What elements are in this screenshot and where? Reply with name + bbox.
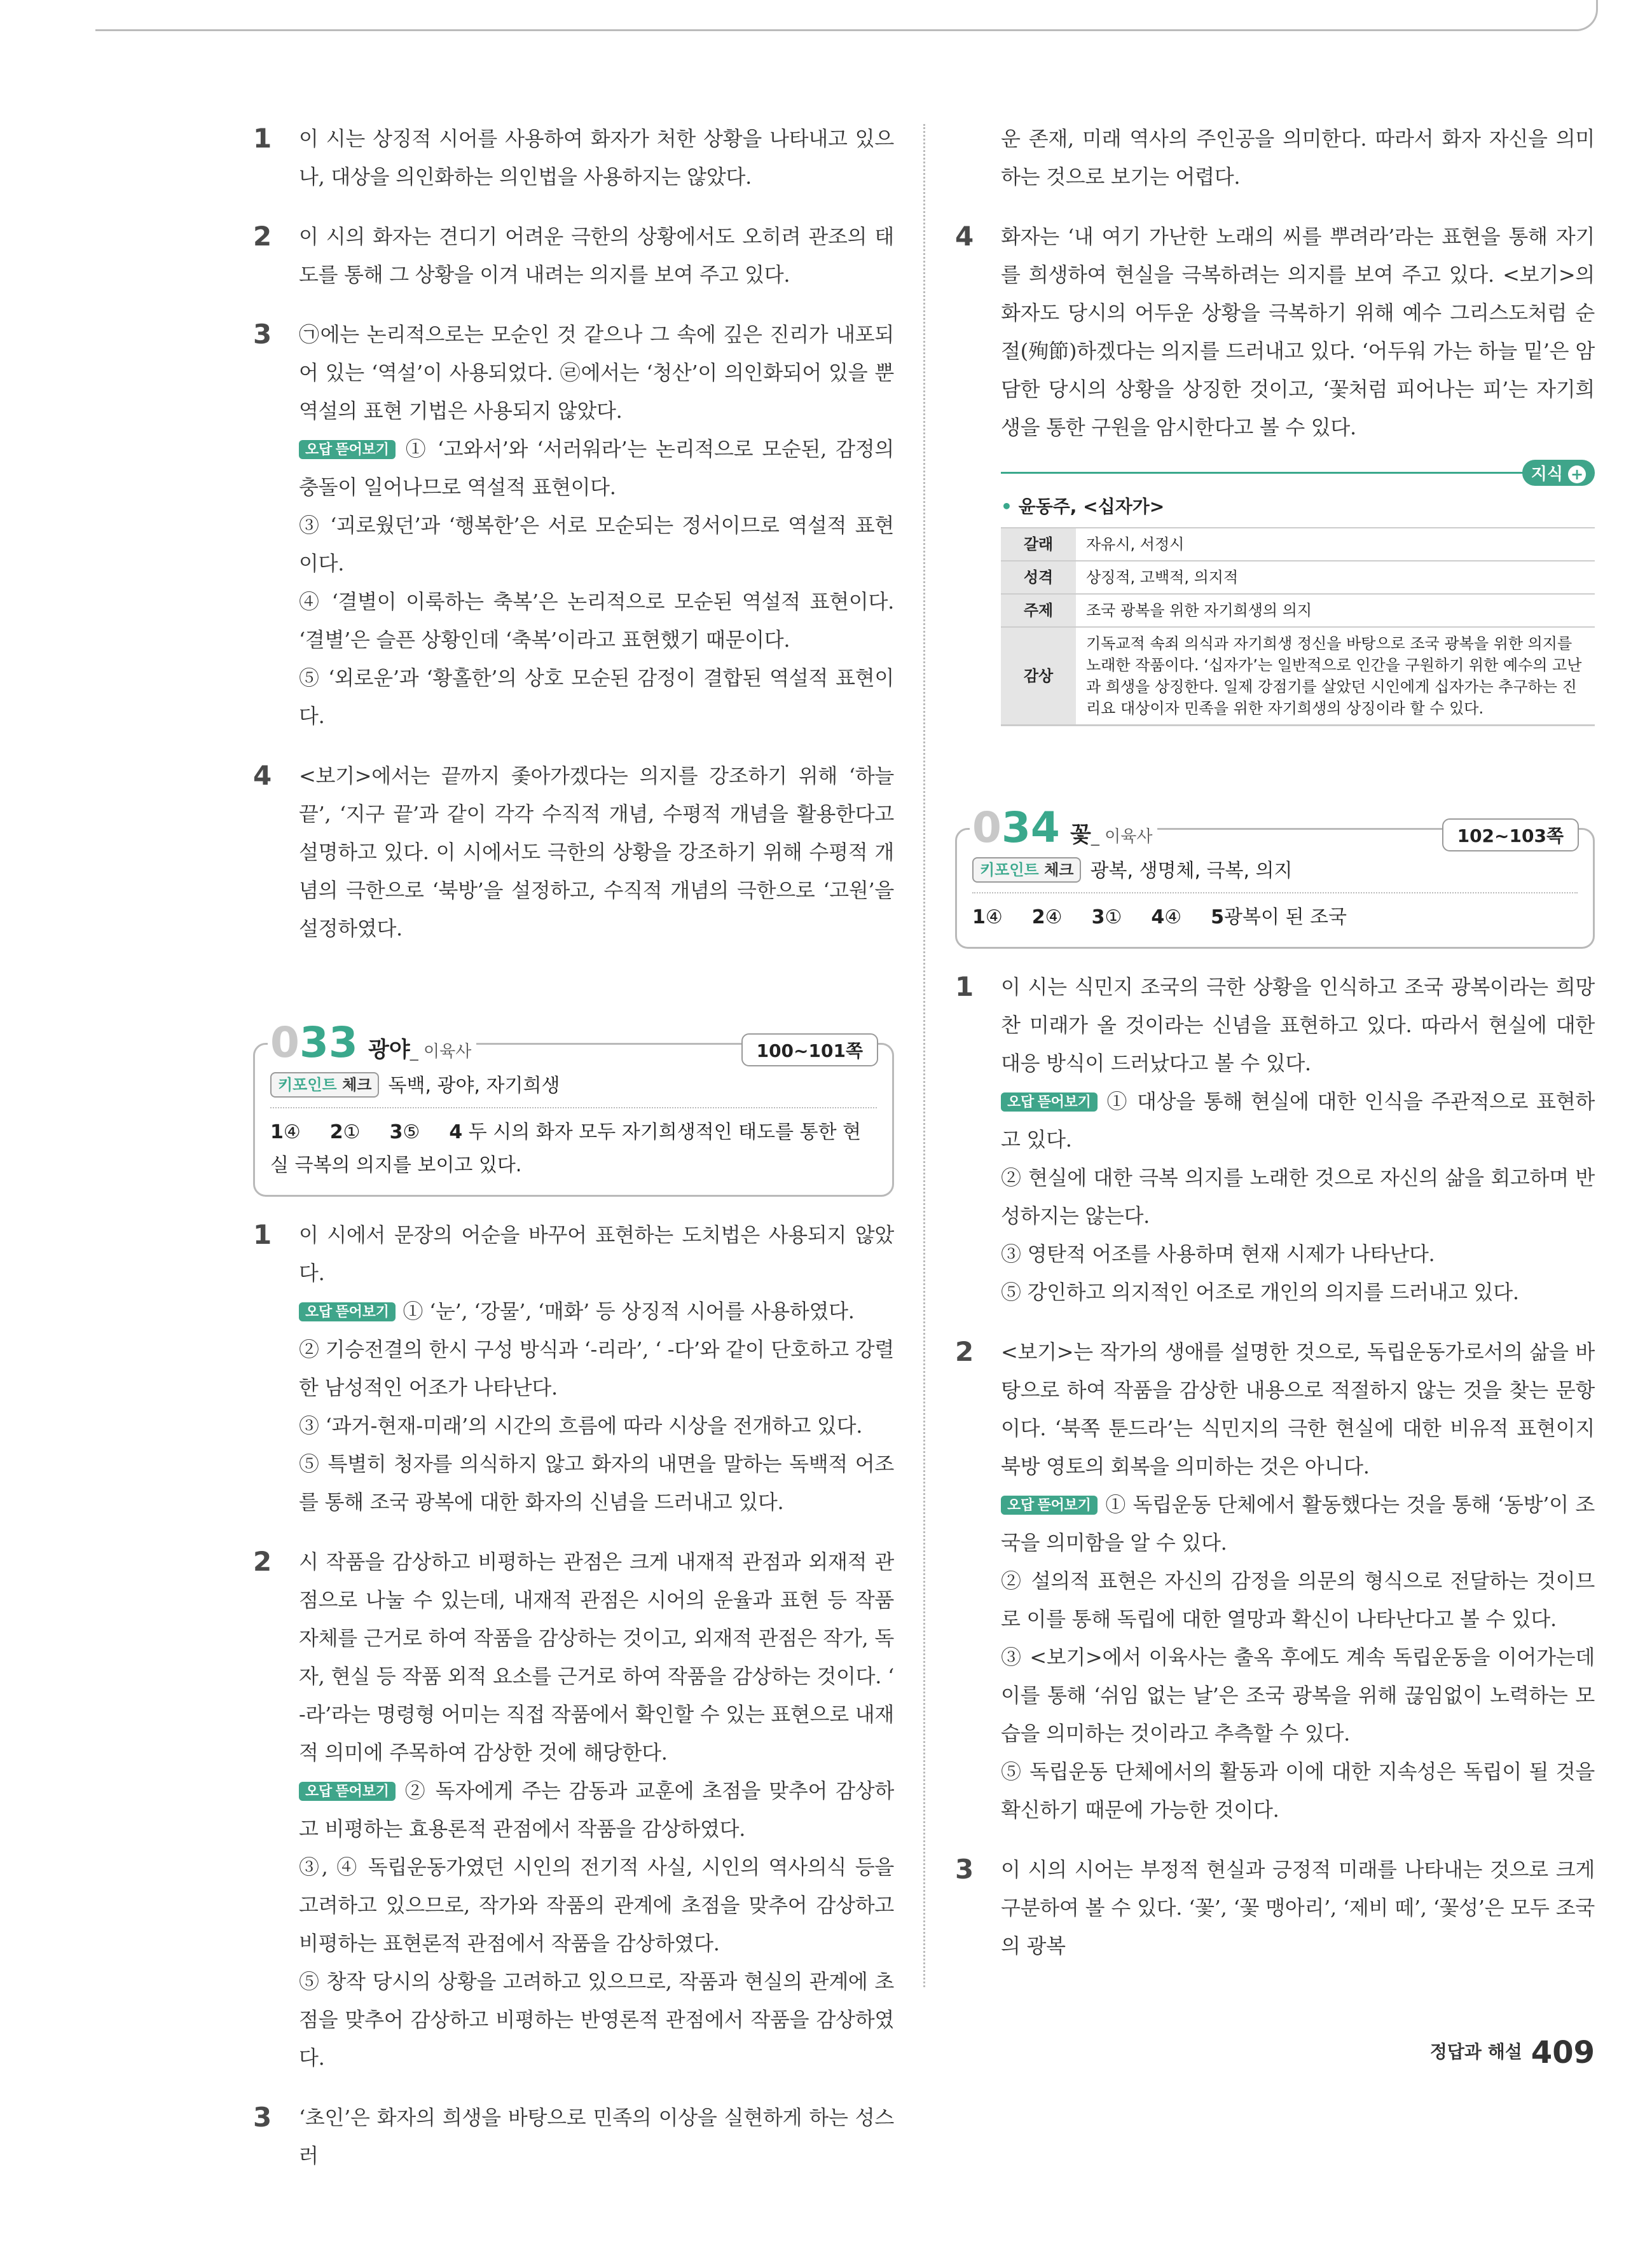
- explanation-line: ③ ‘과거-현재-미래’의 시간의 흐름에 따라 시상을 전개하고 있다.: [299, 1414, 863, 1438]
- page-number: 409: [1531, 2035, 1595, 2070]
- answer-box-034: [955, 803, 1595, 949]
- keypoint-badge: 키포인트 체크: [972, 857, 1081, 883]
- top-frame: [95, 0, 1598, 31]
- question-4-033: 4 화자는 ‘내 여기 가난한 노래의 씨를 뿌려라’라는 표현을 통해 자기를 희생하여 현실을 극복하려는 의지를 보여 주고 있다. <보기>의 화자도 당시의 어두운 상황을 극복하기 위해 예수 그리스도처럼 순절(殉節)하겠다는 의지를 드러내고 있다. ‘어두워 가는 하늘 밑’은 암담한 당시의 상황을 상징한 것이고, ‘꽃처럼 피어나는 피’는 자기희생을 통한 구원을 암시한다고 볼 수 있다.: [955, 217, 1595, 446]
- answer-5-text: 광복이 된 조국: [1224, 906, 1347, 928]
- wrong-answer-tag: 오답 뜯어보기: [1001, 1496, 1098, 1515]
- knowledge-tag: 지식 +: [1522, 460, 1595, 486]
- table-row: 갈래 자유시, 서정시: [1001, 528, 1595, 561]
- wrong-answer-tag: 오답 뜯어보기: [299, 440, 396, 459]
- column-divider: [923, 124, 925, 1987]
- question-3-034: 3 이 시의 시어는 부정적 현실과 긍정적 미래를 나타내는 것으로 크게 구분하여 볼 수 있다. ‘꽃’, ‘꽃 맹아리’, ‘제비 떼’, ‘꽃성’은 모두 조국의 광복: [955, 1850, 1595, 1965]
- explanation-line: ③ <보기>에서 이육사는 출옥 후에도 계속 독립운동을 이어가는데 이를 통해 ‘쉬임 없는 날’은 조국 광복을 위해 끊임없이 노력하는 모습을 의미하는 것이라고 추측할 수 있다.: [1001, 1645, 1595, 1746]
- right-column: [955, 120, 1595, 1965]
- question-2-034: 2 <보기>는 작가의 생애를 설명한 것으로, 독립운동가로서의 삶을 바탕으로 하여 작품을 감상한 내용으로 적절하지 않는 것을 찾는 문항이다. ‘북쪽 툰드라’는 식민지의 극한 현실에 대한 비유적 표현이지 북방 영토의 회복을 의미하는 것은 아니다. 오답 뜯어보기 ① 독립운동 단체에서 활동했다는 것을 통해 ‘동방’이 조국을 의미함을 알 수 있다. ② 설의적 표현은 자신의 감정을 의문의 형식으로 전달하는 것이므로 이를 통해 독립에 대한 열망과 확신이 나타난다고 볼 수 있다. ③ <보기>에서 이육사는 출옥 후에도 계속 독립운동을 이어가는데 이를 통해 ‘쉬임 없는 날’은 조국 광복을 위해 끊임없이 노력하는 모습을 의미하는 것이라고 추측할 수 있다. ⑤ 독립운동 단체에서의 활동과 이에 대한 지속성은 독립이 될 것을 확신하기 때문에 가능한 것이다.: [955, 1333, 1595, 1829]
- keypoint-row: [972, 855, 1578, 893]
- explanation-line: ③ 영탄적 어조를 사용하며 현재 시제가 나타난다.: [1001, 1242, 1435, 1266]
- answer-list: 1④ 2④ 3① 4④ 5광복이 된 조국: [972, 906, 1347, 928]
- knowledge-box: [1001, 465, 1595, 726]
- table-row: 주제 조국 광복을 위한 자기희생의 의지: [1001, 594, 1595, 627]
- question-text: 시 작품을 감상하고 비평하는 관점은 크게 내재적 관점과 외재적 관점으로 나눌 수 있는데, 내재적 관점은 시어의 운율과 표현 등 작품 자체를 근거로 하여 작품을 감상하는 것이고, 외재적 관점은 작가, 독자, 현실 등 작품 외적 요소를 근거로 하여 작품을 감상하는 것이다. ‘ -라’라는 명령형 어미는 직접 작품에서 확인할 수 있는 표현으로 내재적 의미에 주목하여 감상한 것에 해당한다.: [299, 1550, 894, 1765]
- explanation-line: ② 기승전결의 한시 구성 방식과 ‘-리라’, ‘ -다’와 같이 단호하고 강렬한 남성적인 어조가 나타난다.: [299, 1337, 894, 1400]
- explanation-line: ⑤ ‘외로운’과 ‘황홀한’의 상호 모순된 감정이 결합된 역설적 표현이다.: [299, 666, 894, 728]
- keypoint-badge: 키포인트 체크: [270, 1072, 379, 1098]
- explanation-line: ⑤ 특별히 청자를 의식하지 않고 화자의 내면을 말하는 독백적 어조를 통해 조국 광복에 대한 화자의 신념을 드러내고 있다.: [299, 1452, 894, 1514]
- question-1: 1 이 시는 상징적 시어를 사용하여 화자가 처한 상황을 나타내고 있으나, 대상을 의인화하는 의인법을 사용하지는 않았다.: [253, 120, 894, 196]
- table-row: 성격 상징적, 고백적, 의지적: [1001, 561, 1595, 594]
- page-range: 102~103쪽: [1442, 818, 1579, 851]
- question-text: 이 시에서 문장의 어순을 바꾸어 표현하는 도치법은 사용되지 않았다.: [299, 1223, 894, 1285]
- explanation-line: ② 설의적 표현은 자신의 감정을 의문의 형식으로 전달하는 것이므로 이를 통해 독립에 대한 열망과 확신이 나타난다고 볼 수 있다.: [1001, 1569, 1595, 1631]
- question-1-033: 1 이 시에서 문장의 어순을 바꾸어 표현하는 도치법은 사용되지 않았다. 오답 뜯어보기 ① ‘눈’, ‘강물’, ‘매화’ 등 상징적 시어를 사용하였다. ② 기승전결의 한시 구성 방식과 ‘-리라’, ‘ -다’와 같이 단호하고 강렬한 남성적인 어조가 나타난다. ③ ‘과거-현재-미래’의 시간의 흐름에 따라 시상을 전개하고 있다. ⑤ 특별히 청자를 의식하지 않고 화자의 내면을 말하는 독백적 어조를 통해 조국 광복에 대한 화자의 신념을 드러내고 있다.: [253, 1216, 894, 1521]
- wrong-answer-note: 오답 뜯어보기 ① 대상을 통해 현실에 대한 인식을 주관적으로 표현하고 있다.: [1001, 1089, 1595, 1152]
- footer-label: 정답과 해설: [1429, 2041, 1522, 2062]
- continued-text: 운 존재, 미래 역사의 주인공을 의미한다. 따라서 화자 자신을 의미하는 것으로 보기는 어렵다.: [1001, 127, 1595, 189]
- knowledge-heading: • 윤동주, <십자가>: [1001, 496, 1165, 517]
- wrong-answer-note: 오답 뜯어보기 ② 독자에게 주는 감동과 교훈에 초점을 맞추어 감상하고 비평하는 효용론적 관점에서 작품을 감상하였다.: [299, 1779, 894, 1841]
- table-row: 감상 기독교적 속죄 의식과 자기희생 정신을 바탕으로 조국 광복을 위한 의지를 노래한 작품이다. ‘십자가’는 일반적으로 인간을 구원하기 위한 예수의 고난과 희생을 상징한다. 일제 강점기를 살았던 시인에게 십자가는 추구하는 진리요 대상이자 민족을 위한 자기희생의 상징이라 할 수 있다.: [1001, 627, 1595, 726]
- wrong-answer-note: 오답 뜯어보기 ① ‘고와서’와 ‘서러워라’는 논리적으로 모순된, 감정의 충돌이 일어나므로 역설적 표현이다.: [299, 437, 894, 499]
- wrong-answer-tag: 오답 뜯어보기: [1001, 1092, 1098, 1112]
- page-footer: [1430, 2035, 1595, 2070]
- answer-list: 1④ 2① 3⑤ 4 두 시의 화자 모두 자기희생적인 태도를 통한 현실 극복의 의지를 보이고 있다.: [270, 1121, 862, 1176]
- explanation-line: ⑤ 창작 당시의 상황을 고려하고 있으므로, 작품과 현실의 관계에 초점을 맞추어 감상하고 비평하는 반영론적 관점에서 작품을 감상하였다.: [299, 1969, 894, 2070]
- plus-icon: +: [1568, 465, 1586, 483]
- explanation-line: ④ ‘결별이 이룩하는 축복’은 논리적으로 모순된 역설적 표현이다. ‘결별’은 슬픈 상황인데 ‘축복’이라고 표현했기 때문이다.: [299, 589, 894, 652]
- poem-title: 꽃_ 이육사: [1065, 822, 1157, 850]
- question-text: 화자는 ‘내 여기 가난한 노래의 씨를 뿌려라’라는 표현을 통해 자기를 희생하여 현실을 극복하려는 의지를 보여 주고 있다. <보기>의 화자도 당시의 어두운 상황을 극복하기 위해 예수 그리스도처럼 순절(殉節)하겠다는 의지를 드러내고 있다. ‘어두워 가는 하늘 밑’은 암담한 당시의 상황을 상징한 것이고, ‘꽃처럼 피어나는 피’는 자기희생을 통한 구원을 암시한다고 볼 수 있다.: [1001, 224, 1595, 439]
- question-text: <보기>는 작가의 생애를 설명한 것으로, 독립운동가로서의 삶을 바탕으로 하여 작품을 감상한 내용으로 적절하지 않는 것을 찾는 문항이다. ‘북쪽 툰드라’는 식민지의 극한 현실에 대한 비유적 표현이지 북방 영토의 회복을 의미하는 것은 아니다.: [1001, 1340, 1595, 1478]
- keywords: 광복, 생명체, 극복, 의지: [1090, 860, 1293, 882]
- explanation-line: ⑤ 강인하고 의지적인 어조로 개인의 의지를 드러내고 있다.: [1001, 1280, 1519, 1304]
- wrong-answer-note: 오답 뜯어보기 ① ‘눈’, ‘강물’, ‘매화’ 등 상징적 시어를 사용하였다.: [299, 1292, 894, 1330]
- question-text: 이 시의 시어는 부정적 현실과 긍정적 미래를 나타내는 것으로 크게 구분하여 볼 수 있다. ‘꽃’, ‘꽃 맹아리’, ‘제비 떼’, ‘꽃성’은 모두 조국의 광복: [1001, 1857, 1595, 1958]
- section-number: 034: [970, 807, 1066, 849]
- left-column: [253, 120, 894, 2175]
- question-2: 2 이 시의 화자는 견디기 어려운 극한의 상황에서도 오히려 관조의 태도를 통해 그 상황을 이겨 내려는 의지를 보여 주고 있다.: [253, 217, 894, 294]
- question-text: 이 시는 상징적 시어를 사용하여 화자가 처한 상황을 나타내고 있으나, 대상을 의인화하는 의인법을 사용하지는 않았다.: [299, 127, 894, 189]
- answer-4-text: 두 시의 화자 모두 자기희생적인 태도를 통한 현실 극복의 의지를 보이고 있다.: [270, 1121, 862, 1176]
- wrong-answer-tag: 오답 뜯어보기: [299, 1782, 396, 1801]
- question-3-033: 3 ‘초인’은 화자의 희생을 바탕으로 민족의 이상을 실현하게 하는 성스러: [253, 2098, 894, 2175]
- explanation-line: ⑤ 독립운동 단체에서의 활동과 이에 대한 지속성은 독립이 될 것을 확신하기 때문에 가능한 것이다.: [1001, 1760, 1595, 1822]
- question-text: 이 시의 화자는 견디기 어려운 극한의 상황에서도 오히려 관조의 태도를 통해 그 상황을 이겨 내려는 의지를 보여 주고 있다.: [299, 224, 894, 287]
- question-text: 이 시는 식민지 조국의 극한 상황을 인식하고 조국 광복이라는 희망찬 미래가 올 것이라는 신념을 표현하고 있다. 따라서 현실에 대한 대응 방식이 드러났다고 볼 수 있다.: [1001, 975, 1595, 1075]
- poem-title: 광야_ 이육사: [363, 1037, 476, 1064]
- keypoint-row: [270, 1070, 877, 1108]
- wrong-answer-note: 오답 뜯어보기 ① 독립운동 단체에서 활동했다는 것을 통해 ‘동방’이 조국을 의미함을 알 수 있다.: [1001, 1492, 1595, 1555]
- question-text: ‘초인’은 화자의 희생을 바탕으로 민족의 이상을 실현하게 하는 성스러: [299, 2105, 894, 2168]
- question-text: ㉠에는 논리적으로는 모순인 것 같으나 그 속에 깊은 진리가 내포되어 있는 ‘역설’이 사용되었다. ㉣에서는 ‘청산’이 의인화되어 있을 뿐 역설의 표현 기법은 사용되지 않았다.: [299, 322, 894, 423]
- question-3: 3 ㉠에는 논리적으로는 모순인 것 같으나 그 속에 깊은 진리가 내포되어 있는 ‘역설’이 사용되었다. ㉣에서는 ‘청산’이 의인화되어 있을 뿐 역설의 표현 기법은 사용되지 않았다. 오답 뜯어보기 ① ‘고와서’와 ‘서러워라’는 논리적으로 모순된, 감정의 충돌이 일어나므로 역설적 표현이다. ③ ‘괴로웠던’과 ‘행복한’은 서로 모순되는 정서이므로 역설적 표현이다. ④ ‘결별이 이룩하는 축복’은 논리적으로 모순된 역설적 표현이다. ‘결별’은 슬픈 상황인데 ‘축복’이라고 표현했기 때문이다. ⑤ ‘외로운’과 ‘황홀한’의 상호 모순된 감정이 결합된 역설적 표현이다.: [253, 315, 894, 735]
- question-text: <보기>에서는 끝까지 좇아가겠다는 의지를 강조하기 위해 ‘하늘 끝’, ‘지구 끝’과 같이 각각 수직적 개념, 수평적 개념을 활용한다고 설명하고 있다. 이 시에서도 극한의 상황을 강조하기 위해 수평적 개념의 극한으로 ‘북방’을 설정하고, 수직적 개념의 극한으로 ‘고원’을 설정하였다.: [299, 764, 894, 940]
- keywords: 독백, 광야, 자기희생: [388, 1075, 560, 1097]
- question-4: 4 <보기>에서는 끝까지 좇아가겠다는 의지를 강조하기 위해 ‘하늘 끝’, ‘지구 끝’과 같이 각각 수직적 개념, 수평적 개념을 활용한다고 설명하고 있다. 이 시에서도 극한의 상황을 강조하기 위해 수평적 개념의 극한으로 ‘북방’을 설정하고, 수직적 개념의 극한으로 ‘고원’을 설정하였다.: [253, 757, 894, 947]
- question-1-034: 1 이 시는 식민지 조국의 극한 상황을 인식하고 조국 광복이라는 희망찬 미래가 올 것이라는 신념을 표현하고 있다. 따라서 현실에 대한 대응 방식이 드러났다고 볼 수 있다. 오답 뜯어보기 ① 대상을 통해 현실에 대한 인식을 주관적으로 표현하고 있다. ② 현실에 대한 극복 의지를 노래한 것으로 자신의 삶을 회고하며 반성하지는 않는다. ③ 영탄적 어조를 사용하며 현재 시제가 나타난다. ⑤ 강인하고 의지적인 어조로 개인의 의지를 드러내고 있다.: [955, 968, 1595, 1311]
- section-number: 033: [268, 1022, 364, 1064]
- knowledge-table: [1001, 527, 1595, 726]
- explanation-line: ③ ‘괴로웠던’과 ‘행복한’은 서로 모순되는 정서이므로 역설적 표현이다.: [299, 513, 894, 575]
- answer-box-033: [253, 1018, 894, 1197]
- question-2-033: 2 시 작품을 감상하고 비평하는 관점은 크게 내재적 관점과 외재적 관점으로 나눌 수 있는데, 내재적 관점은 시어의 운율과 표현 등 작품 자체를 근거로 하여 작품을 감상하는 것이고, 외재적 관점은 작가, 독자, 현실 등 작품 외적 요소를 근거로 하여 작품을 감상하는 것이다. ‘ -라’라는 명령형 어미는 직접 작품에서 확인할 수 있는 표현으로 내재적 의미에 주목하여 감상한 것에 해당한다. 오답 뜯어보기 ② 독자에게 주는 감동과 교훈에 초점을 맞추어 감상하고 비평하는 효용론적 관점에서 작품을 감상하였다. ③, ④ 독립운동가였던 시인의 전기적 사실, 시인의 역사의식 등을 고려하고 있으므로, 작가와 작품의 관계에 초점을 맞추어 감상하고 비평하는 표현론적 관점에서 작품을 감상하였다. ⑤ 창작 당시의 상황을 고려하고 있으므로, 작품과 현실의 관계에 초점을 맞추어 감상하고 비평하는 반영론적 관점에서 작품을 감상하였다.: [253, 1543, 894, 2077]
- explanation-line: ③, ④ 독립운동가였던 시인의 전기적 사실, 시인의 역사의식 등을 고려하고 있으므로, 작가와 작품의 관계에 초점을 맞추어 감상하고 비평하는 표현론적 관점에서 작품을 감상하였다.: [299, 1855, 894, 1955]
- page-range: 100~101쪽: [741, 1033, 878, 1066]
- wrong-answer-tag: 오답 뜯어보기: [299, 1302, 396, 1321]
- explanation-line: ② 현실에 대한 극복 의지를 노래한 것으로 자신의 삶을 회고하며 반성하지는 않는다.: [1001, 1166, 1595, 1228]
